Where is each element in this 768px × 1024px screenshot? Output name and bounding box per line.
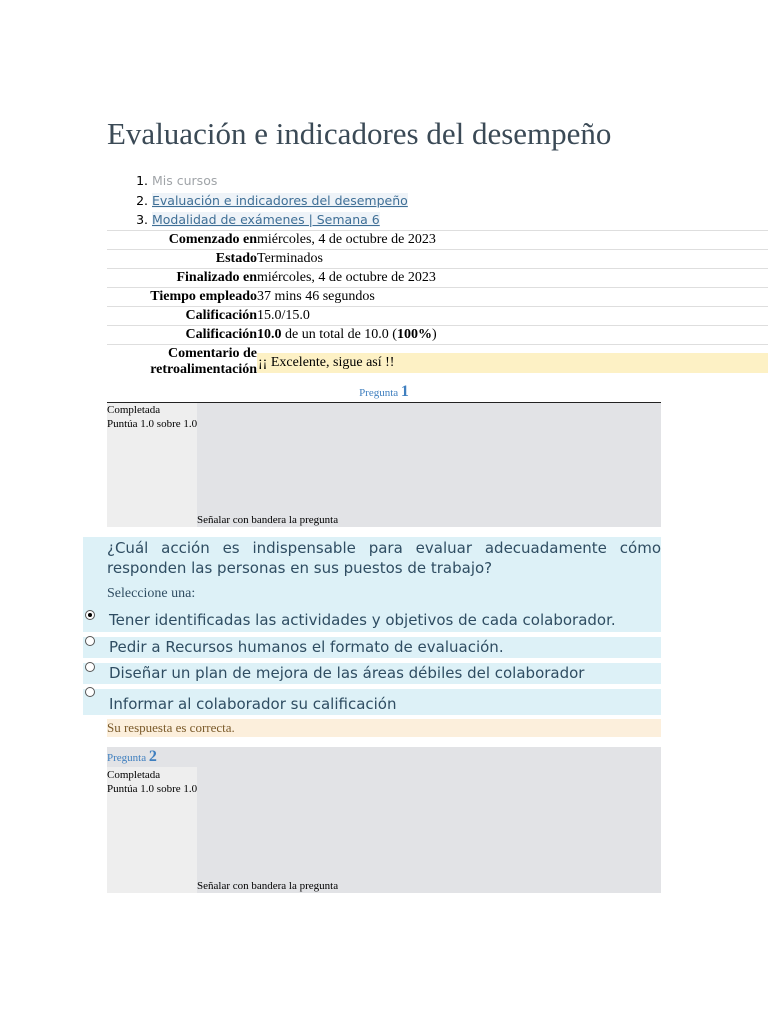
grade-close: ) [431,327,437,342]
summary-value: 15.0/15.0 [257,308,310,323]
answer-option-label[interactable]: Informar al colaborador su calificación [109,695,397,713]
summary-row-finished [107,268,768,287]
summary-row-grade [107,306,768,325]
breadcrumb-link[interactable]: Mis cursos [152,173,218,188]
question-2-header [107,747,661,768]
summary-row-feedback [107,344,768,378]
question-label: Pregunta [107,752,147,764]
question-status: Completada [107,404,161,416]
answer-feedback: Su respuesta es correcta. [107,719,661,737]
summary-label: Calificación [185,327,257,342]
flag-question-link[interactable]: Señalar con bandera la pregunta [197,880,339,892]
question-number: 1 [400,383,409,400]
radio-button[interactable] [85,636,95,646]
feedback-value: ¡¡ Excelente, sigue así !! [257,353,768,373]
breadcrumb-link[interactable]: Modalidad de exámenes | Semana 6 [152,212,380,227]
question-1-content [83,537,661,715]
summary-row-grade-total [107,325,768,344]
grade-score: 10.0 [257,327,282,342]
breadcrumb-item-course[interactable] [152,191,408,211]
summary-row-state [107,249,768,268]
answer-option-4[interactable] [83,687,661,713]
question-1-info [107,403,661,527]
radio-button-selected[interactable] [85,610,95,620]
summary-row-started [107,230,768,249]
answer-option-label[interactable]: Pedir a Recursos humanos el formato de evaluación. [109,638,504,656]
summary-label: Estado [215,251,257,266]
grade-total-text: de un total de 10.0 ( [281,327,397,342]
question-1-header [107,383,661,401]
question-text: ¿Cuál acción es indispensable para evaluar adecuadamente cómo responden las personas en sus puestos de trabajo? [107,539,661,577]
answer-option-1[interactable] [83,608,661,634]
summary-label: Calificación [185,308,257,323]
summary-label: Tiempo empleado [150,289,257,304]
summary-value: Terminados [257,251,323,266]
summary-value: miércoles, 4 de octubre de 2023 [257,270,436,285]
question-label: Pregunta [359,387,399,399]
summary-row-time [107,287,768,306]
summary-label: Comenzado en [168,232,257,247]
summary-value: miércoles, 4 de octubre de 2023 [257,232,436,247]
question-status: Completada [107,769,161,781]
summary-label: Finalizado en [176,270,257,285]
question-number: 2 [148,748,157,765]
select-one-prompt: Seleccione una: [107,586,196,601]
breadcrumb [107,171,408,230]
flag-question-link[interactable]: Señalar con bandera la pregunta [197,514,339,526]
question-score: Puntúa 1.0 sobre 1.0 [107,418,198,430]
breadcrumb-link[interactable]: Evaluación e indicadores del desempeño [152,192,408,208]
breadcrumb-item-mis-cursos[interactable] [152,171,408,191]
answer-option-label[interactable]: Tener identificadas las actividades y objetivos de cada colaborador. [109,611,616,629]
breadcrumb-item-exam[interactable] [152,210,408,230]
summary-label: Comentario de retroalimentación [150,346,257,377]
summary-value: 37 mins 46 segundos [257,289,375,304]
page-title: Evaluación e indicadores del desempeño [107,116,612,151]
radio-button[interactable] [85,662,95,672]
question-score: Puntúa 1.0 sobre 1.0 [107,783,198,795]
summary-value [257,326,768,344]
grade-percent: 100% [396,327,432,342]
answer-option-label[interactable]: Diseñar un plan de mejora de las áreas débiles del colaborador [109,664,585,682]
attempt-summary-table [107,230,768,378]
question-2-info [107,747,661,893]
radio-button[interactable] [85,687,95,697]
